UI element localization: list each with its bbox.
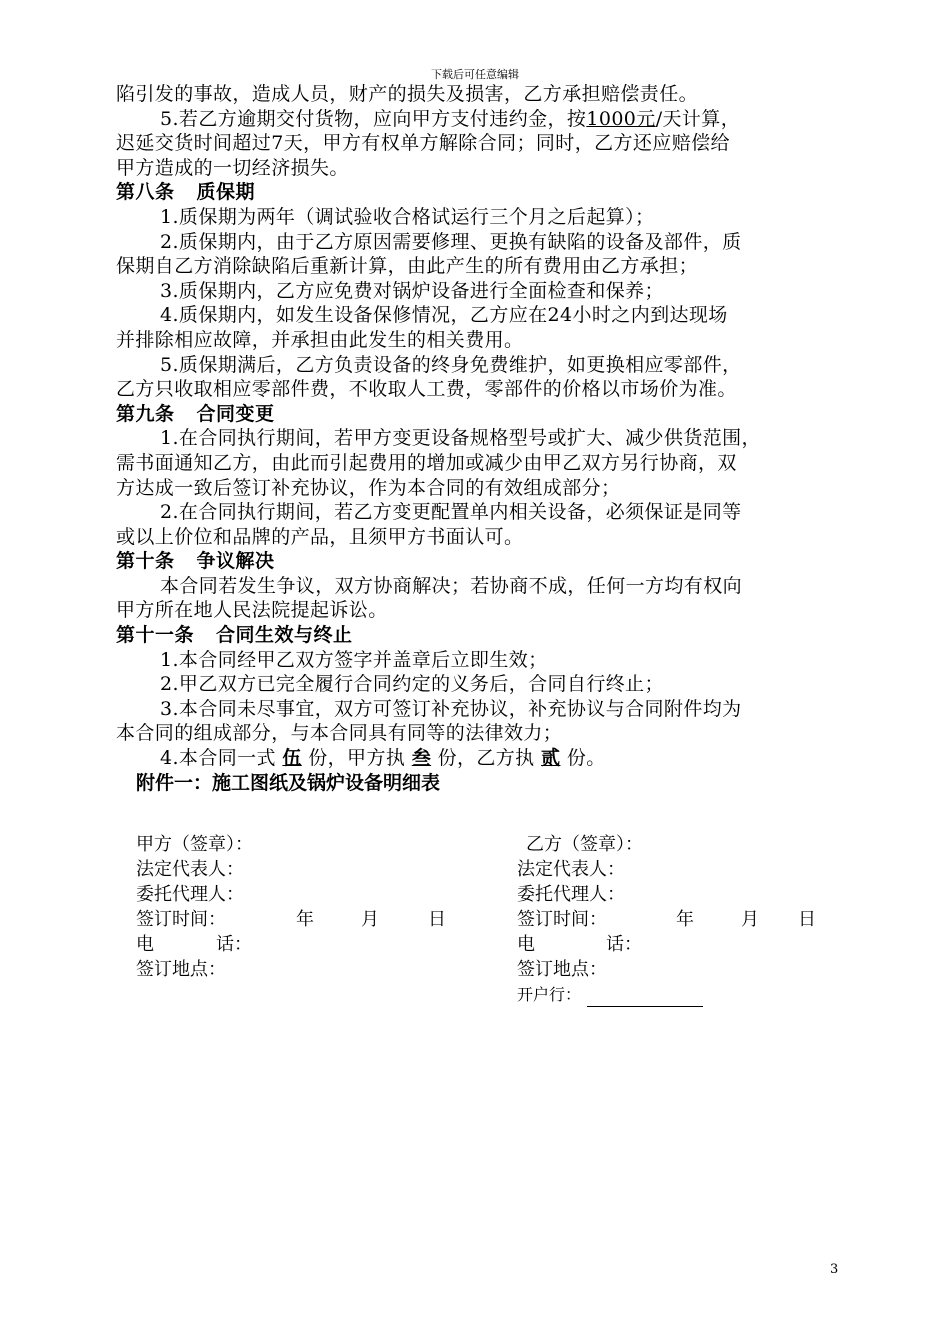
paragraph-line: 方达成一致后签订补充协议，作为本合同的有效组成部分；	[116, 476, 621, 499]
copies-line: 4.本合同一式 伍 份，甲方执 叁 份，乙方执 贰 份。	[160, 747, 606, 770]
paragraph-line: 甲方造成的一切经济损失。	[116, 156, 349, 179]
copies-party-b: 贰	[541, 747, 561, 770]
sig-row-agent: 委托代理人： 委托代理人：	[136, 884, 625, 905]
article-10-heading: 第十条 争议解决	[116, 550, 275, 573]
paragraph-line: 本合同的组成部分，与本合同具有同等的法律效力；	[116, 722, 563, 745]
paragraph-line: 甲方所在地人民法院提起诉讼。	[116, 599, 388, 622]
paragraph-line: 1.本合同经甲乙双方签字并盖章后立即生效；	[160, 648, 548, 671]
sig-row-place: 签订地点： 签订地点：	[136, 959, 607, 980]
paragraph-line: 3.质保期内，乙方应免费对锅炉设备进行全面检查和保养；	[160, 279, 664, 302]
copies-total: 伍	[282, 747, 302, 770]
party-a-label: 甲方（签章）：	[136, 834, 253, 855]
paragraph-line: 乙方只收取相应零部件费，不收取人工费，零部件的价格以市场价为准。	[116, 378, 737, 401]
bank-field: 开户行：	[517, 982, 703, 1007]
article-11-heading: 第十一条 合同生效与终止	[116, 624, 353, 647]
paragraph-line: 2.在合同执行期间，若乙方变更配置单内相关设备，必须保证是同等	[160, 501, 742, 524]
contract-body	[116, 82, 838, 795]
paragraph-line: 5.质保期满后，乙方负责设备的终身免费维护，如更换相应零部件，	[160, 353, 742, 376]
signature-block	[136, 832, 836, 1007]
paragraph-line: 1.质保期为两年（调试验收合格试运行三个月之后起算）；	[160, 205, 655, 228]
sig-row-phone: 电 话： 电 话：	[136, 934, 642, 955]
penalty-suffix: /天计算，	[655, 107, 741, 130]
penalty-text: 5.若乙方逾期交付货物，应向甲方支付违约金，按	[160, 107, 587, 130]
sig-row-date: 签订时间： 年 月 日 签订时间： 年 月 日	[136, 909, 816, 930]
paragraph-line: 迟延交货时间超过7天，甲方有权单方解除合同；同时，乙方还应赔偿给	[116, 132, 730, 155]
paragraph-line: 或以上价位和品牌的产品，且须甲方书面认可。	[116, 525, 524, 548]
sig-row-legal-rep: 法定代表人： 法定代表人：	[136, 859, 625, 880]
sig-row-party	[136, 832, 836, 857]
copies-party-a: 叁	[411, 747, 432, 770]
penalty-amount: 1000元	[586, 107, 656, 130]
paragraph-line: 2.质保期内，由于乙方原因需要修理、更换有缺陷的设备及部件，质	[160, 230, 742, 253]
article-8-heading: 第八条 质保期	[116, 181, 256, 204]
paragraph-line: 本合同若发生争议，双方协商解决；若协商不成，任何一方均有权向	[160, 574, 743, 597]
bank-blank-line	[587, 988, 703, 1007]
paragraph-line: 并排除相应故障，并承担由此发生的相关费用。	[116, 328, 524, 351]
paragraph-line: 需书面通知乙方，由此而引起费用的增加或减少由甲乙双方另行协商，双	[116, 451, 737, 474]
sig-row-bank	[136, 982, 836, 1007]
paragraph-line: 1.在合同执行期间，若甲方变更设备规格型号或扩大、减少供货范围，	[160, 427, 761, 450]
paragraph-line: 保期自乙方消除缺陷后重新计算，由此产生的所有费用由乙方承担；	[116, 255, 699, 278]
paragraph-line: 4.质保期内，如发生设备保修情况，乙方应在24小时之内到达现场	[160, 304, 728, 327]
paragraph-line: 陷引发的事故，造成人员，财产的损失及损害，乙方承担赔偿责任。	[116, 83, 699, 105]
page-header: 下载后可任意编辑	[431, 68, 519, 81]
penalty-line	[116, 107, 838, 132]
page-number: 3	[830, 1262, 839, 1277]
paragraph-line: 3.本合同未尽事宜，双方可签订补充协议，补充协议与合同附件均为	[160, 697, 742, 720]
article-9-heading: 第九条 合同变更	[116, 402, 275, 425]
paragraph-line: 2.甲乙双方已完全履行合同约定的义务后，合同自行终止；	[160, 673, 664, 696]
party-b-label: 乙方（签章）：	[526, 834, 643, 855]
attachment-title: 附件一：施工图纸及锅炉设备明细表	[136, 771, 441, 794]
